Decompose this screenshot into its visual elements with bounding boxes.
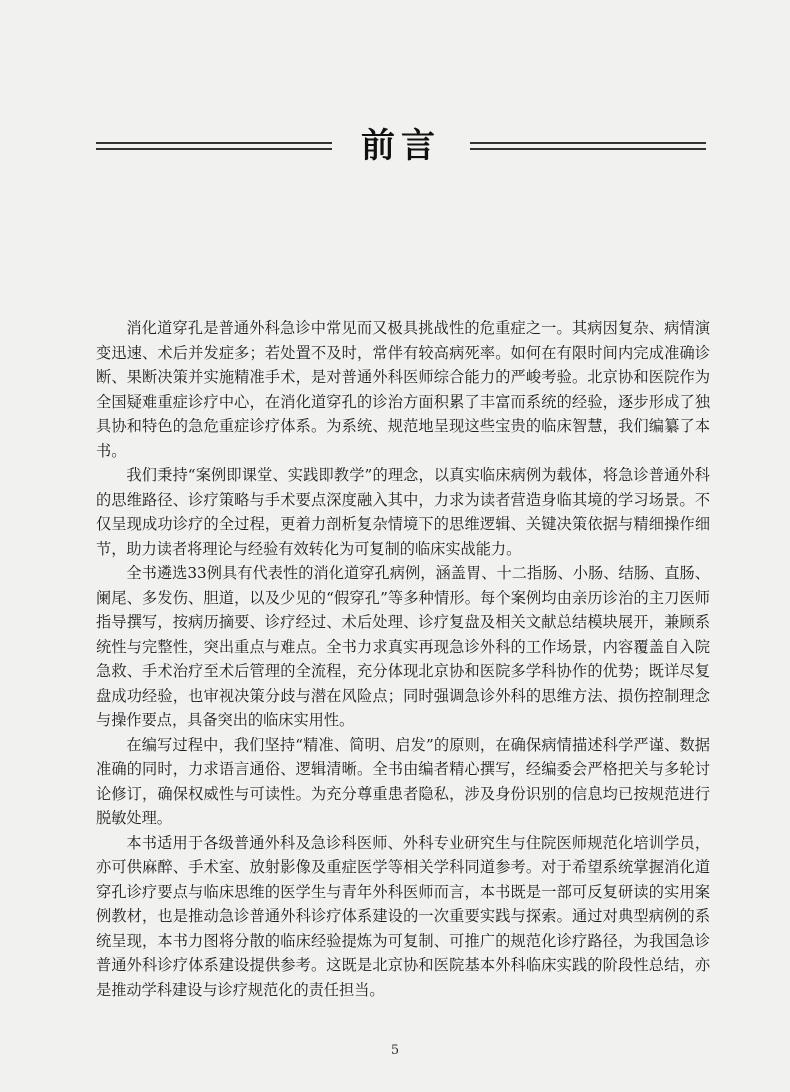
- paragraph-4: 在编写过程中，我们坚持“精准、简明、启发”的原则，在确保病情描述科学严谨、数据准确的同时，力求语言通俗、逻辑清晰。全书由编者精心撰写，经编委会严格把关与多轮讨论修订，确保权威性与可读性。为充分尊重患者隐私，涉及身份识别的信息均已按规范进行脱敏处理。: [96, 735, 710, 827]
- paragraph-5: 本书适用于各级普通外科及急诊科医师、外科专业研究生与住院医师规范化培训学员，亦可供麻醉、手术室、放射影像及重症医学等相关学科同道参考。对于希望系统掌握消化道穿孔诊疗要点与临床思维的医学生与青年外科医师而言，本书既是一部可反复研读的实用案例教材，也是推动急诊普通外科诊疗体系建设的一次重要实践与探索。通过对典型病例的系统呈现，本书力图将分散的临床经验提炼为可复制、可推广的规范化诊疗路径，为我国急诊普通外科诊疗体系建设提供参考。这既是北京协和医院基本外科临床实践的阶段性总结，亦是推动学科建设与诊疗规范化的责任担当。: [96, 833, 710, 999]
- preface-body: [96, 316, 710, 1002]
- title-row: [96, 124, 706, 174]
- title-rule-right: [470, 142, 706, 150]
- paragraph-2: 我们秉持“案例即课堂、实践即教学”的理念，以真实临床病例为载体，将急诊普通外科的思维路径、诊疗策略与手术要点深度融入其中，力求为读者营造身临其境的学习场景。不仅呈现成功诊疗的全过程，更着力剖析复杂情境下的思维逻辑、关键决策依据与精细操作细节，助力读者将理论与经验有效转化为可复制的临床实战能力。: [96, 466, 710, 558]
- paragraph-1: 消化道穿孔是普通外科急诊中常见而又极具挑战性的危重症之一。其病因复杂、病情演变迅速、术后并发症多；若处置不及时，常伴有较高病死率。如何在有限时间内完成准确诊断、果断决策并实施精准手术，是对普通外科医师综合能力的严峻考验。北京协和医院作为全国疑难重症诊疗中心，在消化道穿孔的诊治方面积累了丰富而系统的经验，逐步形成了独具协和特色的急危重症诊疗体系。为系统、规范地呈现这些宝贵的临床智慧，我们编纂了本书。: [96, 319, 710, 460]
- page-number: 5: [390, 1043, 400, 1058]
- paragraph-3: 全书遴选33例具有代表性的消化道穿孔病例，涵盖胃、十二指肠、小肠、结肠、直肠、阑尾、多发伤、胆道，以及少见的“假穿孔”等多种情形。每个案例均由亲历诊治的主刀医师指导撰写，按病历摘要、诊疗经过、术后处理、诊疗复盘及相关文献总结模块展开，兼顾系统性与完整性，突出重点与难点。全书力求真实再现急诊外科的工作场景，内容覆盖自入院急救、手术治疗至术后管理的全流程，充分体现北京协和医院多学科协作的优势；既详尽复盘成功经验，也审视决策分歧与潜在风险点；同时强调急诊外科的思维方法、损伤控制理念与操作要点，具备突出的临床实用性。: [96, 564, 710, 729]
- page-title: 前言: [361, 126, 441, 166]
